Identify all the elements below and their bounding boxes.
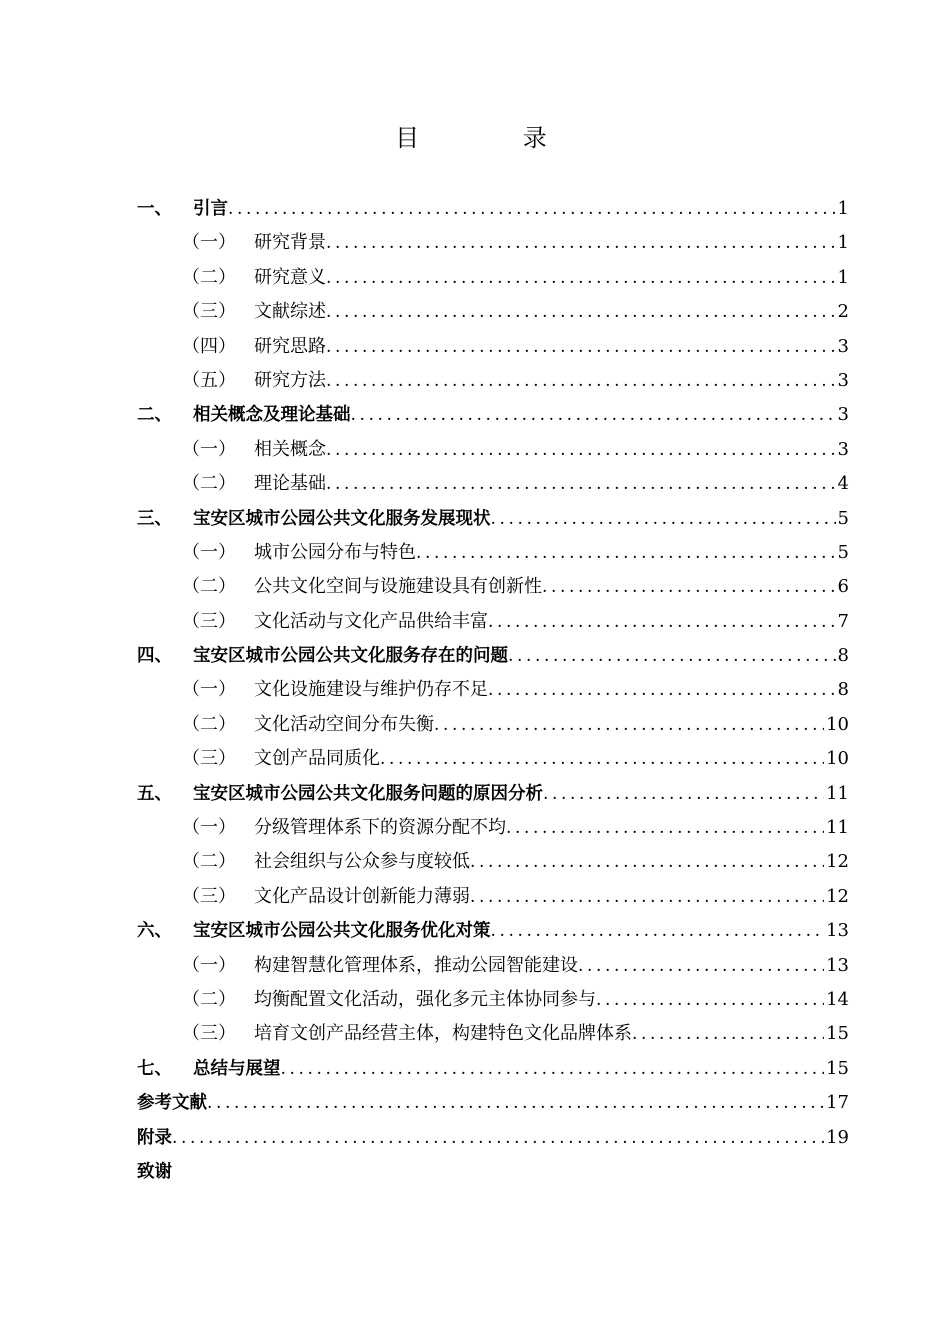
toc-entry-number: （三）: [182, 748, 236, 770]
toc-entry-title: 培育文创产品经营主体，构建特色文化品牌体系: [254, 1023, 632, 1045]
toc-entry-page-number: 3: [837, 335, 849, 357]
toc-leader-dots: [228, 192, 836, 226]
toc-entry-number: （三）: [182, 610, 236, 632]
toc-entry-title: 分级管理体系下的资源分配不均: [254, 817, 506, 839]
toc-entry-section[interactable]: [137, 845, 849, 879]
toc-leader-dots: [351, 398, 836, 432]
toc-entry-title: 均衡配置文化活动，强化多元主体协同参与: [254, 988, 596, 1010]
toc-entry-section[interactable]: [137, 330, 849, 364]
toc-entry-page-number: 2: [837, 301, 849, 323]
toc-entry-title: 文创产品同质化: [254, 748, 380, 770]
toc-entry-page-number: 10: [826, 748, 849, 770]
toc-entry-page-number: 13: [826, 920, 849, 942]
toc-entry-page-number: 10: [826, 713, 849, 735]
toc-entry-page-number: 5: [837, 541, 849, 563]
toc-entry-title: 附录: [137, 1127, 172, 1148]
toc-entry-number: （一）: [182, 817, 236, 839]
toc-entry-section[interactable]: [137, 295, 849, 329]
toc-entry-section[interactable]: [137, 708, 849, 742]
toc-entry-page-number: 17: [826, 1092, 849, 1114]
toc-entry-number: （一）: [182, 954, 236, 976]
toc-leader-dots: [172, 1121, 824, 1155]
toc-entry-number: （五）: [182, 369, 236, 391]
toc-entry-title: 宝安区城市公园公共文化服务优化对策: [193, 921, 491, 942]
toc-entry-number: （二）: [182, 988, 236, 1010]
toc-leader-dots: [326, 261, 836, 295]
toc-entry-chapter[interactable]: [137, 777, 849, 811]
toc-entry-page-number: 11: [826, 782, 849, 804]
toc-entry-title: 构建智慧化管理体系，推动公园智能建设: [254, 954, 578, 976]
toc-entry-number: 四、: [137, 646, 172, 667]
toc-entry-page-number: 14: [826, 988, 849, 1010]
toc-entry-page-number: 12: [826, 885, 849, 907]
toc-entry-section[interactable]: [137, 605, 849, 639]
toc-leader-dots: [326, 364, 836, 398]
page-title: 目 录: [395, 124, 595, 152]
toc-entry-number: （一）: [182, 679, 236, 701]
toc-entry-section[interactable]: [137, 673, 849, 707]
toc-entry-section[interactable]: [137, 880, 849, 914]
toc-entry-title: 研究意义: [254, 266, 326, 288]
toc-entry-title: 致谢: [137, 1161, 172, 1182]
toc-entry-number: （二）: [182, 713, 236, 735]
toc-entry-section[interactable]: [137, 570, 849, 604]
toc-leader-dots: [596, 983, 824, 1017]
toc-leader-dots: [434, 708, 824, 742]
toc-entry-page-number: 3: [837, 404, 849, 426]
toc-entry-title: 文化活动空间分布失衡: [254, 713, 434, 735]
toc-entry-page-number: 1: [837, 266, 849, 288]
toc-entry-number: 五、: [137, 783, 172, 804]
toc-entry-page-number: 8: [837, 679, 849, 701]
toc-leader-dots: [416, 536, 836, 570]
toc-entry-page-number: 6: [837, 576, 849, 598]
toc-leader-dots: [326, 330, 836, 364]
toc-entry-number: （一）: [182, 541, 236, 563]
toc-leader-dots: [380, 742, 824, 776]
toc-entry-page-number: 4: [837, 473, 849, 495]
toc-entry-section[interactable]: [137, 364, 849, 398]
toc-entry-number: （一）: [182, 438, 236, 460]
toc-entry-number: （二）: [182, 266, 236, 288]
toc-entry-number: （三）: [182, 301, 236, 323]
toc-entry-page-number: 8: [837, 645, 849, 667]
toc-entry-chapter[interactable]: [137, 639, 849, 673]
toc-entry-section[interactable]: [137, 983, 849, 1017]
toc-entry-title: 研究思路: [254, 335, 326, 357]
toc-entry-title: 宝安区城市公园公共文化服务问题的原因分析: [193, 783, 543, 804]
toc-entry-chapter[interactable]: [137, 1155, 849, 1189]
toc-entry-chapter[interactable]: [137, 914, 849, 948]
toc-entry-page-number: 1: [837, 198, 849, 219]
toc-entry-number: （三）: [182, 885, 236, 907]
toc-entry-title: 总结与展望: [193, 1058, 281, 1079]
toc-entry-chapter[interactable]: [137, 1086, 849, 1120]
toc-entry-page-number: 7: [837, 610, 849, 632]
toc-entry-page-number: 3: [837, 438, 849, 460]
toc-entry-section[interactable]: [137, 433, 849, 467]
toc-entry-number: 七、: [137, 1058, 172, 1079]
toc-entry-title: 社会组织与公众参与度较低: [254, 851, 470, 873]
toc-entry-number: 三、: [137, 508, 172, 529]
toc-entry-section[interactable]: [137, 1017, 849, 1051]
toc-entry-title: 文化活动与文化产品供给丰富: [254, 610, 488, 632]
toc-entry-section[interactable]: [137, 811, 849, 845]
toc-entry-title: 城市公园分布与特色: [254, 541, 416, 563]
toc-entry-number: 一、: [137, 199, 172, 219]
toc-entry-title: 理论基础: [254, 473, 326, 495]
toc-entry-title: 公共文化空间与设施建设具有创新性: [254, 576, 542, 598]
toc-leader-dots: [508, 639, 836, 673]
toc-entry-title: 引言: [193, 199, 228, 219]
toc-leader-dots: [632, 1017, 824, 1051]
toc-entry-page-number: 15: [826, 1023, 849, 1045]
toc-leader-dots: [488, 673, 836, 707]
toc-entry-title: 相关概念及理论基础: [193, 405, 351, 426]
table-of-contents: [137, 192, 849, 1189]
toc-entry-title: 文化产品设计创新能力薄弱: [254, 885, 470, 907]
toc-leader-dots: [542, 570, 836, 604]
toc-entry-number: （二）: [182, 473, 236, 495]
toc-entry-page-number: 12: [826, 851, 849, 873]
toc-leader-dots: [326, 467, 836, 501]
toc-entry-section[interactable]: [137, 226, 849, 260]
toc-entry-chapter[interactable]: [137, 1052, 849, 1086]
toc-entry-number: （一）: [182, 232, 236, 254]
toc-leader-dots: [491, 914, 825, 948]
toc-entry-page-number: 3: [837, 369, 849, 391]
toc-entry-page-number: 19: [826, 1126, 849, 1148]
toc-leader-dots: [207, 1086, 824, 1120]
toc-entry-title: 宝安区城市公园公共文化服务发展现状: [193, 508, 491, 529]
toc-entry-number: （三）: [182, 1023, 236, 1045]
toc-entry-section[interactable]: [137, 742, 849, 776]
toc-entry-chapter[interactable]: [137, 192, 849, 226]
toc-entry-title: 文化设施建设与维护仍存不足: [254, 679, 488, 701]
toc-leader-dots: [470, 880, 824, 914]
toc-entry-section[interactable]: [137, 261, 849, 295]
toc-entry-number: （四）: [182, 335, 236, 357]
toc-entry-title: 文献综述: [254, 301, 326, 323]
toc-entry-chapter[interactable]: [137, 398, 849, 432]
toc-leader-dots: [506, 811, 824, 845]
toc-entry-number: 二、: [137, 405, 172, 426]
toc-leader-dots: [281, 1052, 825, 1086]
toc-leader-dots: [488, 605, 836, 639]
toc-entry-title: 研究背景: [254, 232, 326, 254]
toc-entry-number: （二）: [182, 576, 236, 598]
toc-entry-page-number: 13: [826, 954, 849, 976]
toc-leader-dots: [326, 295, 836, 329]
toc-entry-page-number: 1: [837, 232, 849, 254]
toc-entry-page-number: 5: [837, 507, 849, 529]
toc-leader-dots: [470, 845, 824, 879]
toc-entry-title: 相关概念: [254, 438, 326, 460]
toc-leader-dots: [543, 777, 824, 811]
toc-entry-number: 六、: [137, 921, 172, 942]
toc-entry-title: 参考文献: [137, 1093, 207, 1114]
toc-leader-dots: [326, 433, 836, 467]
toc-entry-section[interactable]: [137, 536, 849, 570]
toc-entry-chapter[interactable]: [137, 502, 849, 536]
toc-entry-page-number: 11: [826, 817, 849, 839]
toc-leader-dots: [326, 226, 836, 260]
toc-leader-dots: [578, 949, 824, 983]
toc-entry-title: 研究方法: [254, 369, 326, 391]
toc-entry-number: （二）: [182, 851, 236, 873]
toc-entry-title: 宝安区城市公园公共文化服务存在的问题: [193, 646, 508, 667]
toc-leader-dots: [491, 502, 836, 536]
toc-entry-section[interactable]: [137, 467, 849, 501]
toc-entry-section[interactable]: [137, 949, 849, 983]
toc-entry-chapter[interactable]: [137, 1121, 849, 1155]
toc-entry-page-number: 15: [826, 1057, 849, 1079]
